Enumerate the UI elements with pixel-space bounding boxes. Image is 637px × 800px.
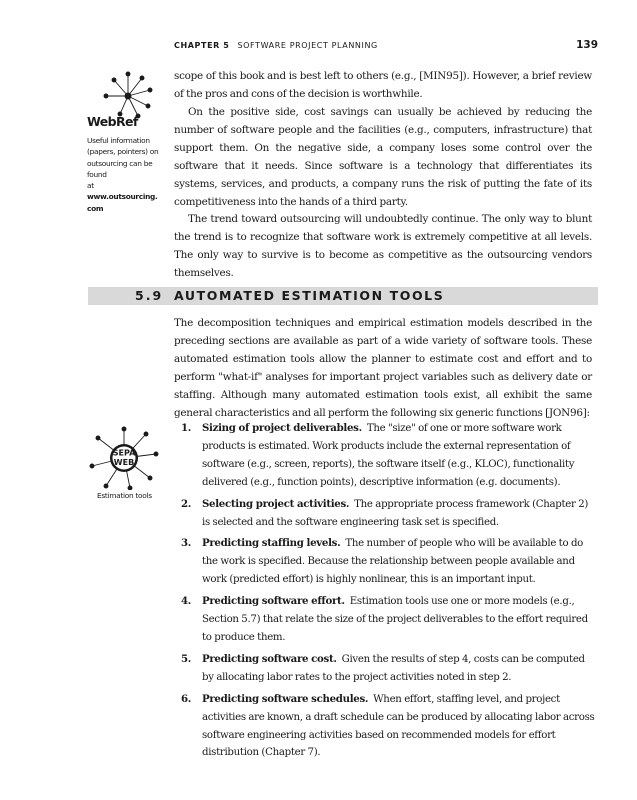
chapter-label: CHAPTER 5	[174, 41, 230, 50]
sepa-web-line2: WEB	[113, 458, 135, 467]
paragraph-2: On the positive side, cost savings can usually be achieved by reducing the number of software people and the facilities (e.g., computers, infrastructure) that support them. On the negative side, a company loses some control over the software that it needs. Since software is a technology that differentiates its systems, services, and products, a company runs the risk of putting the fate of its competitiveness into the hands of a third party.	[174, 106, 592, 208]
page-number: 139	[576, 39, 598, 51]
list-item: 2. Selecting project activities. The appropriate process framework (Chapter 2) is selected and the software engineering task set is specified.	[181, 497, 589, 528]
paragraph-4: The decomposition techniques and empirical estimation models described in the preceding sections are available as part of a wide variety of software tools. These automated estimation tools allow the planner to estimate cost and effort and to perform "what-if" analyses for important project variables such as delivery date or staffing. Although many automated estimation tools exist, all exhibit the same general characteristics and all perform the following six generic functions [JON96]:	[174, 317, 592, 419]
webref-label: WebRef	[87, 114, 138, 129]
list-item: 4. Predicting software effort. Estimation tools use one or more models (e.g., Section 5.7) that relate the size of the project deliverables to the effort required to produce them.	[181, 595, 588, 643]
sepa-caption: Estimation tools	[97, 491, 152, 500]
chapter-title: SOFTWARE PROJECT PLANNING	[237, 41, 378, 50]
sepa-web-icon	[88, 426, 160, 490]
webref-note: Useful information (papers, pointers) on outsourcing can be found at www.outsourcing. com	[87, 135, 167, 214]
webref-url: www.outsourcing.	[87, 192, 158, 202]
list-item: 6. Predicting software schedules. When effort, staffing level, and project activities are known, a draft schedule can be produced by allocating labor across software engineering activities based on recommended models for effort distribution (Chapter 7).	[181, 692, 595, 759]
list-item: 3. Predicting staffing levels. The number of people who will be available to do the work is specified. Because the relationship between people available and work (predicted effort) is highly nonlinear, this is an important input.	[181, 537, 584, 586]
sepa-web-line1: SEPA	[112, 448, 136, 458]
running-head	[174, 41, 598, 50]
estimation-functions-list	[178, 420, 598, 766]
paragraph-3: The trend toward outsourcing will undoubtedly continue. The only way to blunt the trend is to recognize that software work is extremely competitive at all levels. The only way to survive is to become as competitive as the outsourcing vendors themselves.	[174, 213, 592, 279]
webref-starburst-icon	[98, 70, 154, 120]
list-item: 1. Sizing of project deliverables. The "size" of one or more software work products is estimated. Work products include the external representation of software (e.g., screen, reports), the software itself (e.g., KLOC), functionality delivered (e.g., function points), descriptive information (e.g. documents).	[181, 422, 575, 488]
list-item: 5. Predicting software cost. Given the results of step 4, costs can be computed by allocating labor rates to the project activities noted in step 2.	[181, 652, 585, 683]
paragraph-1: scope of this book and is best left to others (e.g., [MIN95]). However, a brief review of the pros and cons of the decision is worthwhile.	[174, 70, 592, 100]
section-title: AUTOMATED ESTIMATION TOOLS	[174, 288, 445, 303]
section-number: 5.9	[135, 288, 164, 303]
